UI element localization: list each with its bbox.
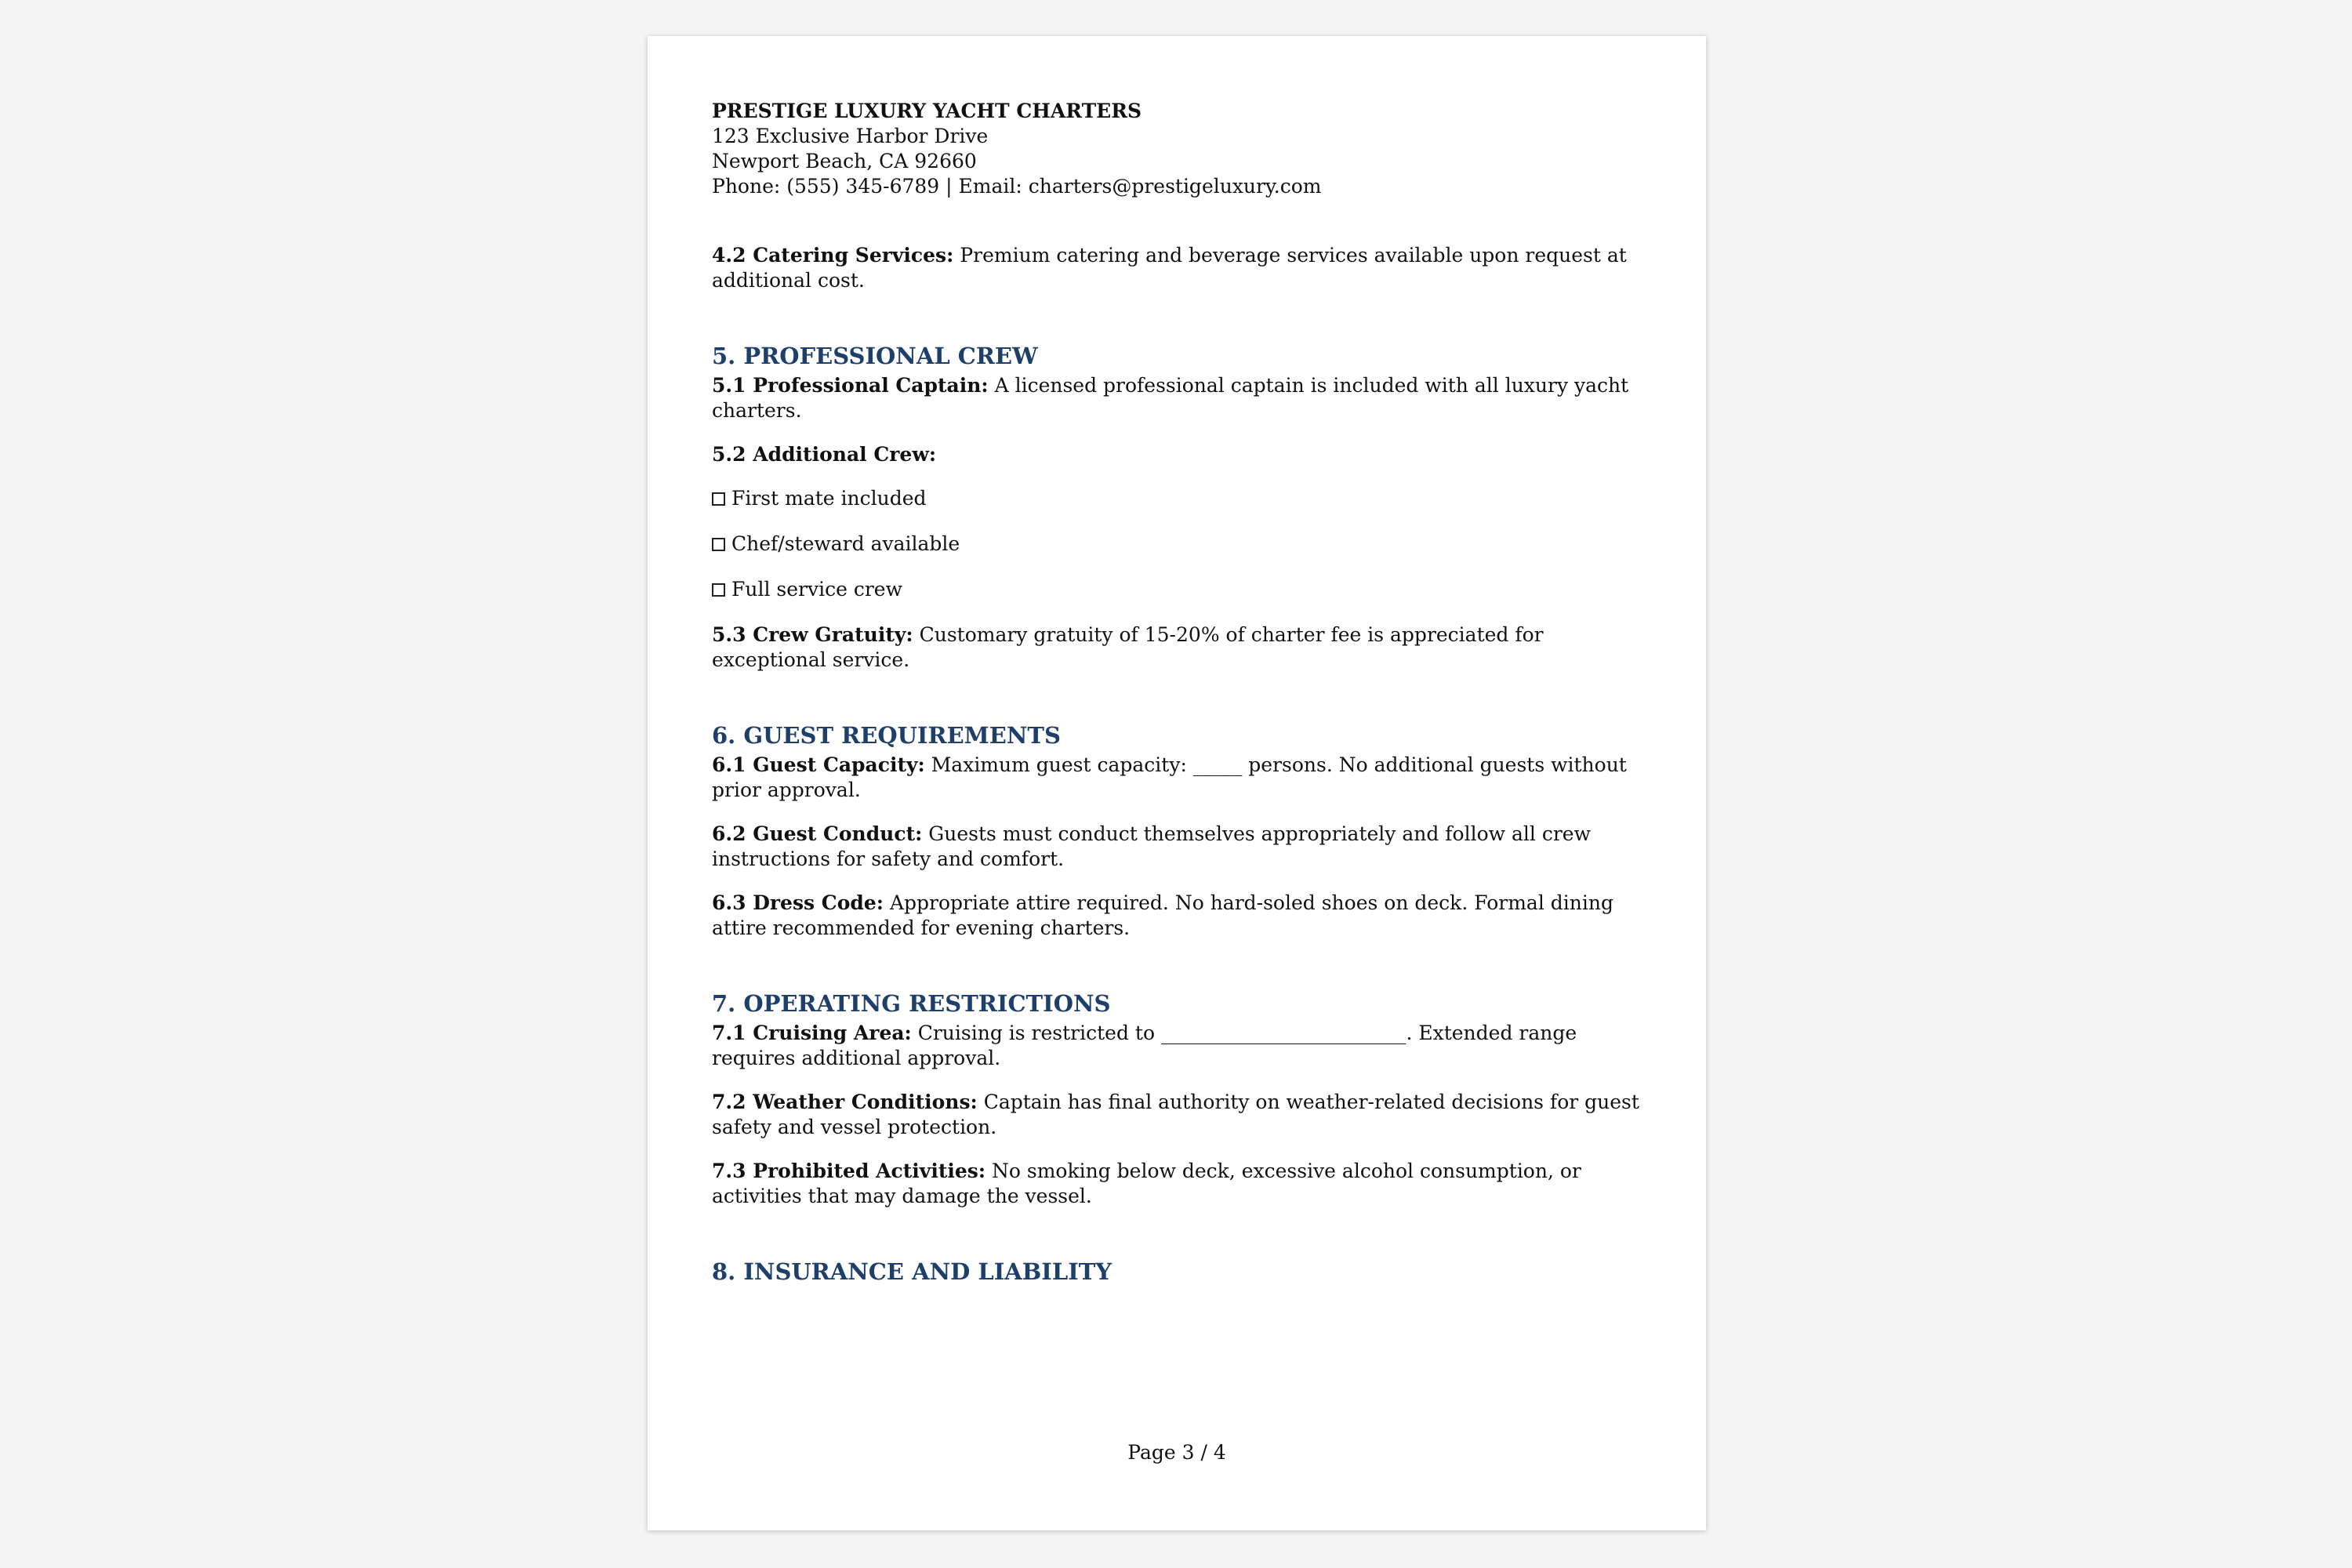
clause-label: 6.1 Guest Capacity: bbox=[712, 753, 925, 776]
option-label: Chef/steward available bbox=[731, 532, 960, 555]
checkbox-icon[interactable] bbox=[712, 583, 725, 597]
clause-text: Captain has final authority on weather-related decisions for guest safety and vessel protection. bbox=[712, 1091, 1639, 1138]
clause-label: 5.2 Additional Crew: bbox=[712, 443, 937, 466]
option-label: First mate included bbox=[731, 487, 927, 510]
clause-6-3 bbox=[712, 891, 1650, 941]
clause-5-1 bbox=[712, 373, 1650, 423]
document-page bbox=[648, 36, 1706, 1530]
checkbox-icon[interactable] bbox=[712, 538, 725, 551]
clause-7-2 bbox=[712, 1090, 1650, 1140]
section-title-guest-requirements: 6. GUEST REQUIREMENTS bbox=[712, 722, 1061, 749]
section-title-insurance-liability: 8. INSURANCE AND LIABILITY bbox=[712, 1258, 1112, 1285]
page-number: Page 3 / 4 bbox=[1127, 1441, 1226, 1464]
crew-option-chef-steward[interactable] bbox=[712, 532, 1650, 557]
clause-label: 6.3 Dress Code: bbox=[712, 891, 884, 914]
address-line-2: Newport Beach, CA 92660 bbox=[712, 150, 977, 172]
clause-label: 6.2 Guest Conduct: bbox=[712, 822, 923, 845]
page-content bbox=[712, 99, 1650, 1289]
clause-text: No smoking below deck, excessive alcohol consumption, or activities that may damage the vessel. bbox=[712, 1160, 1581, 1207]
clause-text: Premium catering and beverage services available upon request at additional cost. bbox=[712, 244, 1627, 292]
clause-text: Guests must conduct themselves appropriately and follow all crew instructions for safety and comfort. bbox=[712, 822, 1591, 870]
clause-label: 5.1 Professional Captain: bbox=[712, 374, 989, 397]
clause-5-3 bbox=[712, 622, 1650, 673]
option-label: Full service crew bbox=[731, 578, 902, 601]
company-name: PRESTIGE LUXURY YACHT CHARTERS bbox=[712, 100, 1142, 122]
clause-label: 7.2 Weather Conditions: bbox=[712, 1091, 978, 1113]
clause-6-2 bbox=[712, 822, 1650, 872]
clause-text: Appropriate attire required. No hard-soled shoes on deck. Formal dining attire recommended for evening charters. bbox=[712, 891, 1613, 939]
letterhead bbox=[712, 99, 1650, 199]
section-title-operating-restrictions: 7. OPERATING RESTRICTIONS bbox=[712, 990, 1111, 1017]
crew-option-first-mate[interactable] bbox=[712, 486, 1650, 511]
crew-option-full-service[interactable] bbox=[712, 577, 1650, 602]
clause-text: Customary gratuity of 15-20% of charter fee is appreciated for exceptional service. bbox=[712, 623, 1544, 671]
clause-text: Maximum guest capacity: _____ persons. No additional guests without prior approval. bbox=[712, 753, 1627, 801]
checkbox-icon[interactable] bbox=[712, 492, 725, 506]
clause-label: 4.2 Catering Services: bbox=[712, 244, 954, 267]
clause-7-3 bbox=[712, 1159, 1650, 1209]
section-title-professional-crew: 5. PROFESSIONAL CREW bbox=[712, 343, 1038, 369]
clause-text: Cruising is restricted to _________________________. Extended range requires additional approval. bbox=[712, 1022, 1577, 1069]
contact-line: Phone: (555) 345-6789 | Email: charters@prestigeluxury.com bbox=[712, 175, 1322, 198]
clause-6-1 bbox=[712, 753, 1650, 803]
clause-label: 5.3 Crew Gratuity: bbox=[712, 623, 913, 646]
address-line-1: 123 Exclusive Harbor Drive bbox=[712, 125, 989, 147]
clause-5-2 bbox=[712, 442, 1650, 467]
clause-label: 7.3 Prohibited Activities: bbox=[712, 1160, 986, 1182]
clause-7-1 bbox=[712, 1021, 1650, 1071]
clause-label: 7.1 Cruising Area: bbox=[712, 1022, 912, 1044]
clause-4-2 bbox=[712, 243, 1650, 293]
clause-text: A licensed professional captain is included with all luxury yacht charters. bbox=[712, 374, 1629, 422]
